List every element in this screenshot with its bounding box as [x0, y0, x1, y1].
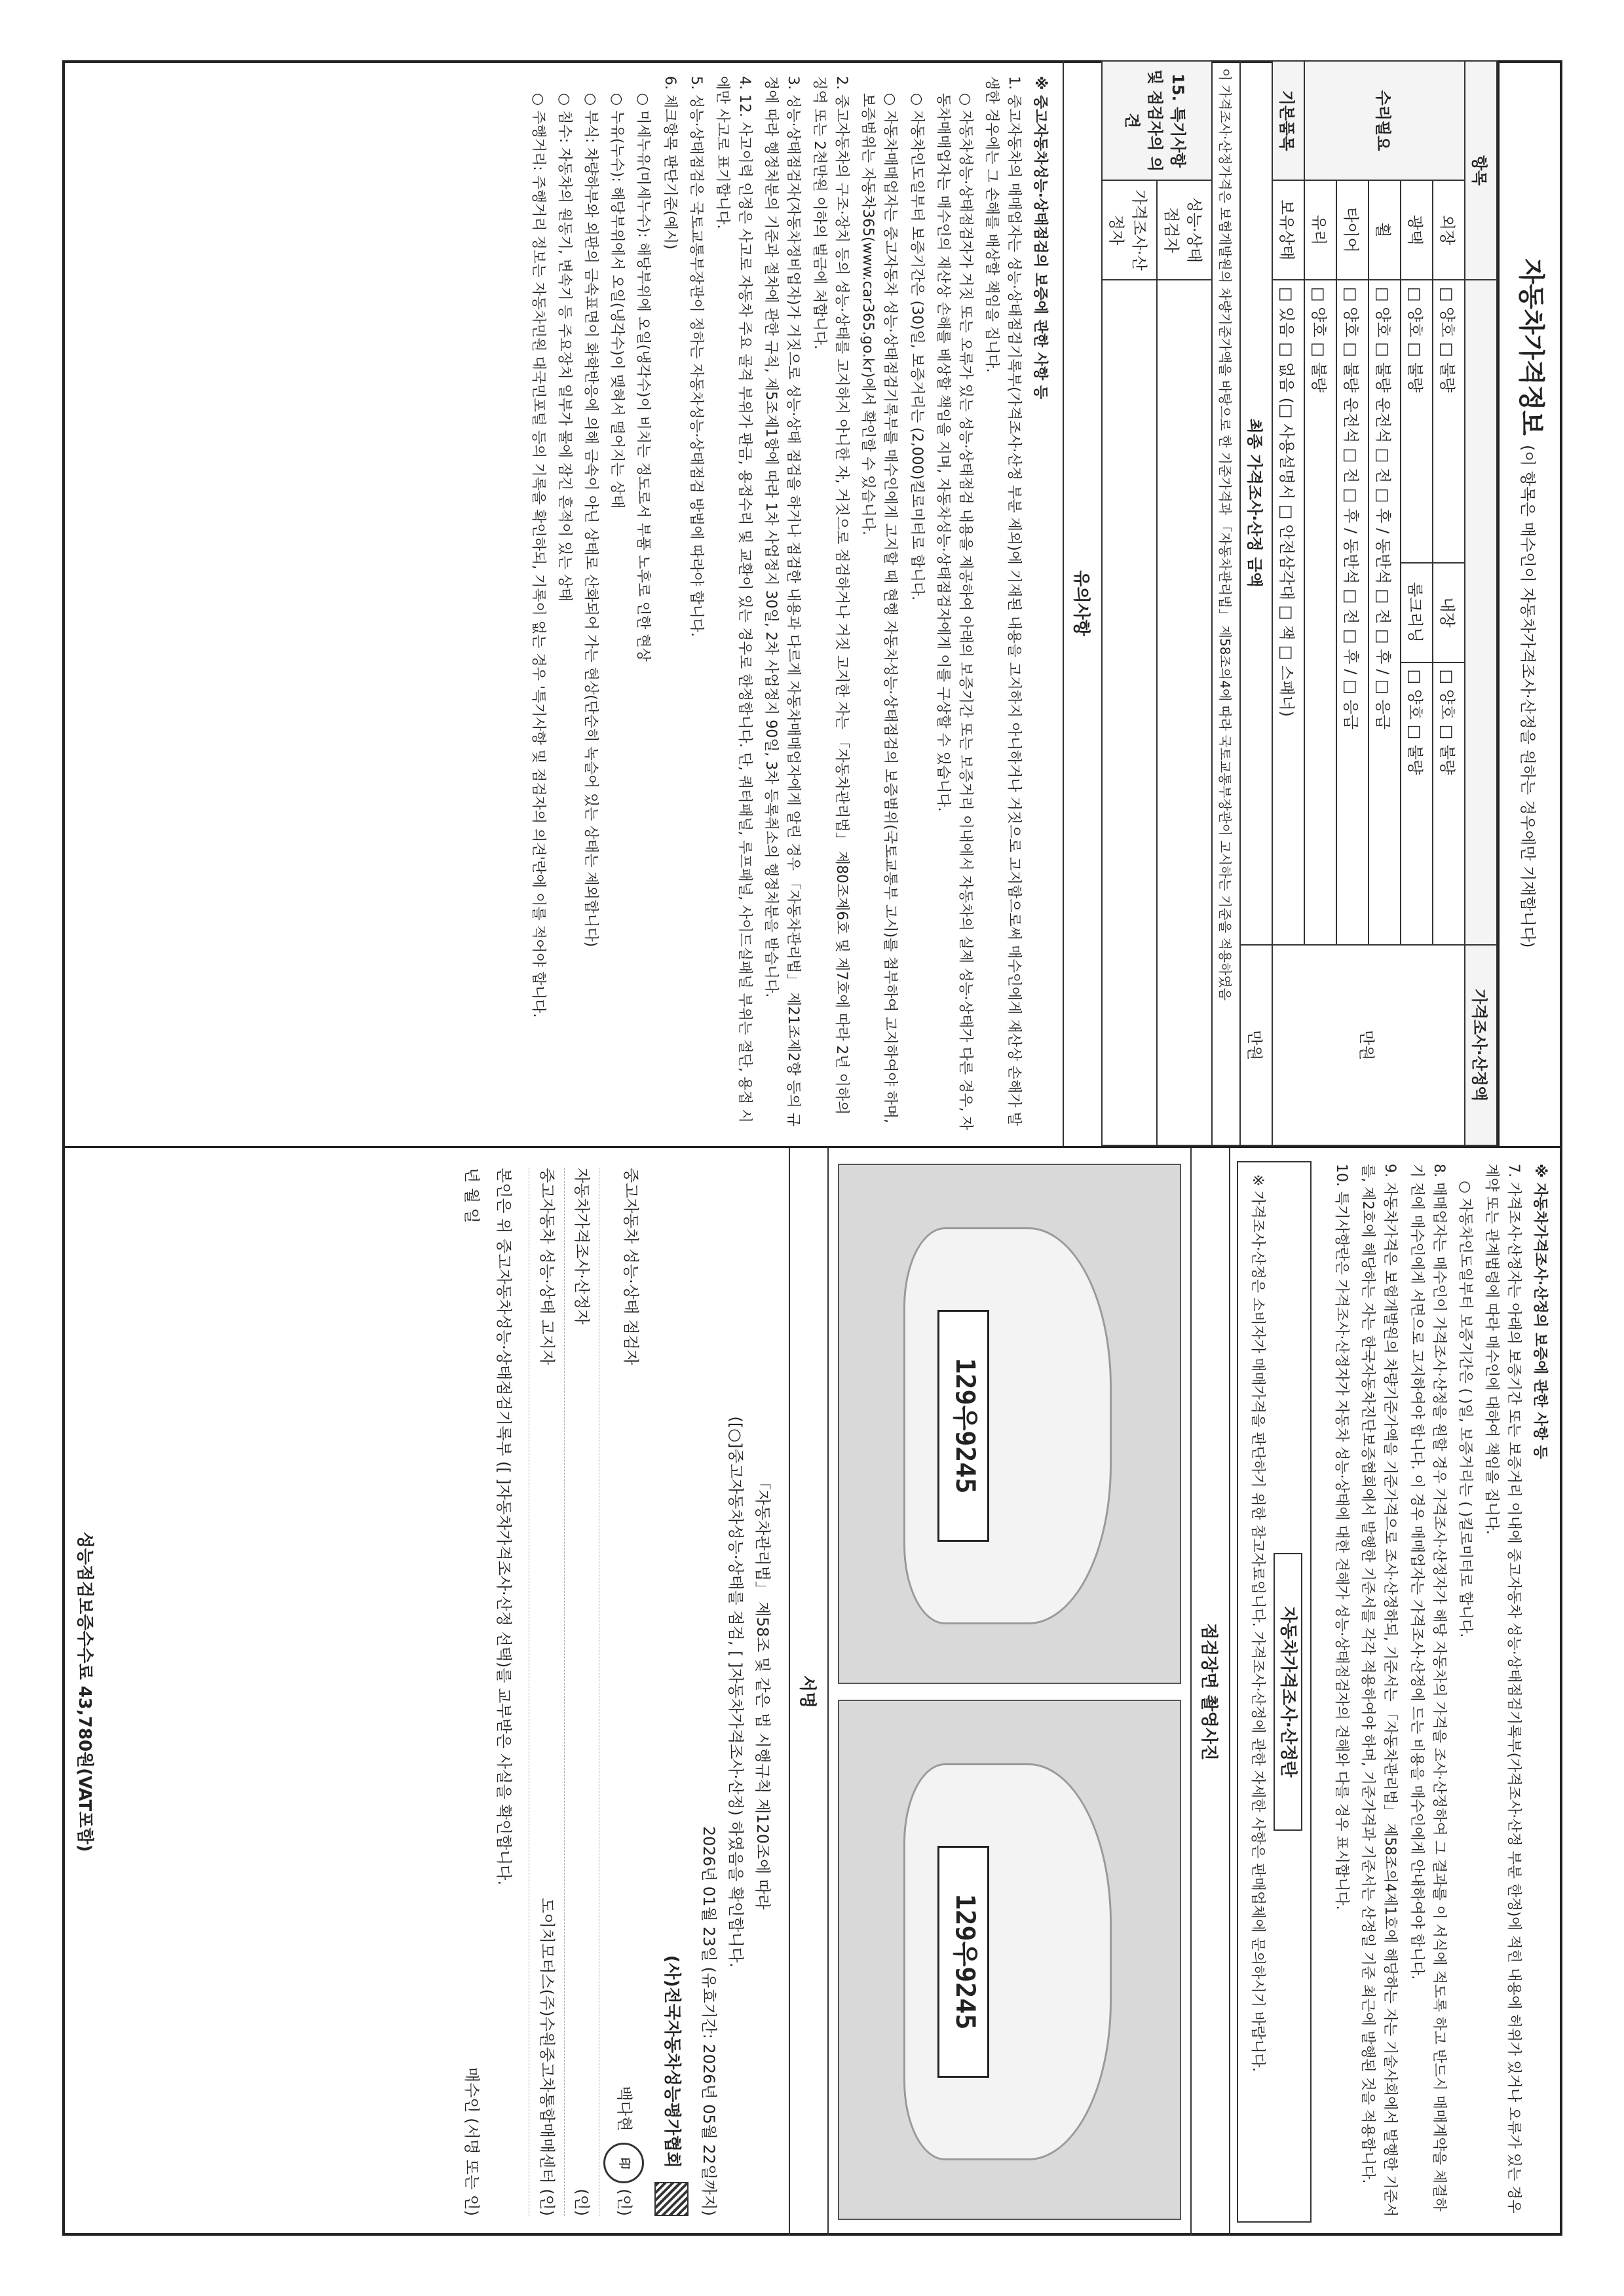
car-rear-shape [903, 1763, 1111, 2160]
table-row [1433, 61, 1465, 1145]
title-text: 자동차가격정보 [1515, 258, 1546, 436]
inspection-report-sheet [62, 60, 1562, 2236]
rear-photo [837, 1700, 1180, 2220]
right-notice-item: 9. 자동차가격은 보험개발원의 차량기준가액을 기준가격으로 조사·산정하되, 기준서는 「자동차관리법」 제58조의4제1호에 해당하는 자는 기술사회에서 발행한 기준서를, 제2호에 해당하는 자는 한국자동차진단보증협회에서 발행한 기준서를 각각 적용하여야 하며, 기준가격과 기준서는 산정일 기준 최근에 발행된 것을 적용합니다. [1359, 1164, 1398, 2217]
sign-date: 2026년 01월 23일 (유효기간: 2026년 05월 22일까지) [699, 1826, 718, 2216]
receipt-date[interactable]: 년 월 일 [462, 1168, 481, 1223]
row-status[interactable]: □ 양호 □ 불량 운전석 □ 전 □ 후 / 동반석 □ 전 □ 후 / □ 응급 [1369, 280, 1401, 945]
special-notes-inspector-input[interactable] [1157, 280, 1212, 1145]
table-row [1157, 61, 1212, 1145]
row-status[interactable]: □ 양호 □ 불량 [1433, 280, 1465, 563]
final-estimate-label [1240, 61, 1272, 945]
notice-list [515, 60, 1063, 1146]
right-column [62, 1148, 1562, 2236]
signer-mark: (인) [572, 2189, 591, 2216]
right-notice-item: 8. 매매업자는 매수인이 가격조사·산정을 원할 경우 가격조사·산정자가 해당 자동차의 가격을 조사·산정하여 그 결과를 이 서식에 적도록 하고 반드시 매매계약을 체결하기 전에 매수인에게 서면으로 고지하여야 합니다. 이 경우 매매업자는 가격조사·산정에 드는 비용을 매수인에게 안내하여야 합니다. [1408, 1164, 1447, 2211]
estimate-note: 이 가격조사·산정가격은 보험개발원의 차량기준가액을 바탕으로 한 기준가격과 「자동차관리법」 제58조의4에 따라 국토교통부장관이 고시하는 기준을 적용하였음 [1212, 61, 1240, 1145]
right-notice-list [1318, 1148, 1562, 2236]
special-notes-appraiser-input[interactable] [1102, 280, 1157, 1145]
photo-row [828, 1148, 1190, 2236]
signer-role: 중고자동차 성능·상태 점검자 [621, 1168, 640, 1366]
row-part-label: 광택 [1401, 180, 1433, 280]
price-box [1236, 1161, 1311, 2223]
row-right-label: 룸크리닝 [1401, 563, 1433, 662]
signer-mark: (인) [614, 2189, 633, 2216]
signer-name[interactable]: 도이치모터스(주)수원중고차통합매매센터 [537, 1898, 556, 2184]
row-status[interactable]: □ 양호 □ 불량 [1401, 280, 1433, 563]
receipt-line [458, 1168, 485, 2216]
row-part-label: 외장 [1433, 180, 1465, 280]
notice-item: 2. 중고자동차의 구조·장치 등의 성능·상태를 고지하지 아니한 자, 거짓으로 점검하거나 거짓 고지한 자는 「자동차관리법」 제80조제6호 및 제7호에 따라 2년 이하의 징역 또는 2천만원 이하의 벌금에 처합니다. [810, 76, 850, 1115]
signer-row [599, 1168, 648, 2216]
notice-item: ○ 자동차인도일부터 보증기간은 (30)일, 보증거리는 (2,000)킬로미터로 합니다. [908, 93, 925, 601]
row-status[interactable]: □ 양호 □ 불량 운전석 □ 전 □ 후 / 동반석 □ 전 □ 후 / □ 응급 [1336, 280, 1369, 945]
right-notice-item: 10. 특기사항란은 가격조사·산정자가 자동차 성능·상태에 대한 견해가 성능·상태점검자의 견해와 다를 경우 표시합니다. [1332, 1164, 1350, 1910]
row-group-basic: 기본품목 [1272, 61, 1304, 180]
front-photo [837, 1164, 1180, 1684]
price-unit: 만원 [1357, 1029, 1376, 1061]
special-notes-label: 15. 특기사항 및 점검자의 의견 [1102, 61, 1212, 180]
org-name: (사)전국자동차성능평가협회 [662, 1955, 682, 2168]
notice-item: 4. 12. 사고이력 인정은 사고로 자동차 주요 골격 부위가 판금, 용접수리 및 교환이 있는 경우로 한정합니다. 단, 쿼터패널, 루프패널, 사이드실패널 부위는 절단, 용접 시에만 사고로 표기합니다. [713, 76, 753, 1123]
buyer-sign[interactable]: (서명 또는 인) [462, 2118, 481, 2216]
notice-item: 1. 중고자동차의 매매업자는 성능·상태점검기록부(가격조사·산정 부분 제외)에 기재된 내용을 고지하지 아니하거나 거짓으로 고지함으로써 매수인에게 재산상 손해가 발생한 경우에는 그 손해를 배상할 책임을 집니다. [983, 76, 1022, 1126]
final-estimate-unit[interactable]: 만원 [1240, 945, 1272, 1145]
notice-item: ○ 부식: 차량하부와 외판의 금속표면이 화학반응에 의해 금속이 아닌 상태로 산화되어 가는 현상(단순히 녹슬어 있는 상태는 제외합니다) [582, 93, 599, 947]
sign-heading: 서명 [788, 1148, 828, 2236]
notice-item: 5. 성능·상태점검은 국토교통부장관이 정하는 자동차성능·상태점검 방법에 따라야 합니다. [687, 76, 704, 637]
final-estimate-text: 최종 가격조사·산정 금액 [1245, 418, 1264, 588]
car-front-shape [903, 1227, 1111, 1624]
license-plate: 129우9245 [937, 1846, 989, 2078]
signer-name[interactable]: 백다현 [614, 2086, 633, 2132]
table-header-price: 가격조사·산정액 [1465, 945, 1497, 1145]
table-row [1102, 61, 1157, 1145]
notice-item: 6. 체크항목 판단기준(예시) [661, 76, 678, 250]
special-sub-inspector: 성능·상태 점검자 [1157, 180, 1212, 280]
row-right-label: 내장 [1433, 563, 1465, 662]
table-row [1212, 61, 1240, 1145]
notice-item: 3. 성능·상태점검자(자동차정비업자)가 거짓으로 성능·상태 점검을 하거나 점검한 내용과 다르게 자동차매매업자에게 알린 경우 「자동차관리법」 제21조제2항 등의 규정에 따라 행정처분의 기준과 절차에 관한 규칙, 제5조제1항에 따라 1차 사업정지 30일, 2차 사업정지 90일, 3차 등록취소의 행정처분을 받습니다. [762, 76, 801, 1127]
sign-law: 「자동차관리법」 제58조 및 같은 법 시행규칙 제120조에 따라 [753, 1474, 772, 1910]
notice-item: ○ 자동차성능·상태점검자가 거짓 또는 오류가 있는 성능·상태점검 내용을 제공하여 아래의 보증기간 또는 보증거리 이내에서 자동차의 실제 성능·상태가 다른 경우, 자동차매매업자는 매수인의 재산상 손해를 배상할 책임을 지며, 자동차성능·상태점검자에게 이를 구상할 수 있습니다. [934, 93, 973, 1130]
price-box-note: ※ 가격조사·산정은 소비자가 매매가격을 판단하기 위한 참고자료입니다. 가격조사·산정에 관한 자세한 사항은 판매업체에 문의하시기 바랍니다. [1249, 1174, 1266, 2072]
table-header-item-blank [1465, 280, 1497, 945]
row-right-status[interactable]: □ 양호 □ 불량 [1433, 662, 1465, 946]
buyer-label: 매수인 [462, 2067, 481, 2113]
notice-item: ○ 누유(누수): 해당부위에서 오일(냉각수)이 맺혀서 떨어지는 상태 [608, 93, 625, 509]
notice-subtitle: ※ 중고자동차성능·상태점검의 보증에 관한 사항 등 [1031, 76, 1048, 400]
receipt-text: 본인은 위 중고자동차성능·상태점검기록부 ([ ]자동차가격조사·산정 선택)를 교부받은 사실을 확인합니다. [494, 1168, 513, 1886]
right-notice-title: ※ 자동차가격조사·산정의 보증에 관한 사항 등 [1531, 1164, 1548, 1459]
signer-role: 자동차가격조사·산정자 [572, 1168, 591, 1325]
row-status[interactable]: □ 양호 □ 불량 [1304, 280, 1336, 945]
notice-item: ○ 자동차매매업자는 중고자동차 성능·상태점검기록부를 매수인에게 고지할 때 현행 자동차성능·상태점검의 보증범위(국토교통부 고시)를 첨부하여 고지하여야 하며, 보증범위는 자동차365(www.car365.go.kr)에서 확인할 수 있습니다. [859, 93, 898, 1124]
table-row [1240, 61, 1272, 1145]
notice-item: ○ 침수: 자동차의 원동기, 변속기 등 주요장치 일부가 물에 잠긴 흔적이 있는 상태 [556, 93, 573, 602]
notice-item: ○ 미세누유(미세누수): 해당부위에 오일(냉각수)이 비치는 정도로서 부품 노후로 인한 현상 [635, 93, 651, 662]
seal-stamp-icon: 印 [603, 2143, 644, 2183]
row-part-label: 휠 [1369, 180, 1401, 280]
row-status[interactable]: □ 있음 □ 없음 (□ 사용설명서 □ 안전삼각대 □ 잭 □ 스패너) [1272, 280, 1304, 945]
title-note: (이 항목은 매수인이 자동차가격조사·산정을 원하는 경우에만 기재합니다) [1518, 444, 1537, 948]
special-sub-appraiser: 가격조사·산정자 [1102, 180, 1157, 280]
row-right-status[interactable]: □ 양호 □ 불량 [1401, 662, 1433, 946]
table-header-item: 항목 [1465, 61, 1497, 280]
signer-row [563, 1168, 599, 2216]
row-part-label: 타이어 [1336, 180, 1369, 280]
photo-heading: 점검장면 촬영사진 [1190, 1148, 1230, 2236]
notice-item: ○ 주행거리: 주행거리 정보는 자동차민원 대국민포털 등의 기록을 확인하되, 기록이 없는 경우 '특기사항 및 점검자의 의견'란에 이를 적어야 합니다. [529, 93, 546, 1018]
row-group-repair: 수리필요 [1304, 61, 1465, 180]
section-title [1498, 60, 1562, 1146]
signer-role: 중고자동차 성능·상태 고지자 [537, 1168, 556, 1366]
price-box-title: 자동차가격조사·산정란 [1273, 1553, 1302, 1831]
vehicle-price-table [1101, 60, 1498, 1146]
qr-code-icon [654, 2182, 689, 2216]
right-notice-item: ○ 자동차인도일부터 보증기간은 ( )일, 보증거리는 ( )킬로미터로 합니다. [1456, 1181, 1473, 1638]
signer-mark: (인) [537, 2189, 556, 2216]
signer-row [528, 1168, 563, 2216]
fee-text: 성능점검보증수수료 43,780원(VAT포함) [74, 1531, 94, 1852]
sign-block [445, 1148, 789, 2236]
price-unit-cell [1272, 945, 1465, 1145]
right-notice-item: 7. 가격조사·산정자는 아래의 보증기간 또는 보증거리 이내에 중고자동차 성능·상태점검기록부(가격조사·산정 부분 한정)에 적힌 내용에 허위가 있거나 오류가 있는 경우 계약 또는 관계법령에 따라 매수인에 대하여 책임을 집니다. [1482, 1164, 1522, 2213]
license-plate: 129우9245 [937, 1310, 989, 1542]
notice-heading: 유의사항 [1063, 60, 1101, 1146]
row-part-label: 보유상태 [1272, 180, 1304, 280]
row-part-label: 유리 [1304, 180, 1336, 280]
sign-check: ([○]중고자동차성능·상태를 점검, [ ]자동차가격조사·산정) 하였음을 확인합니다. [726, 1416, 745, 1968]
org-line [654, 1168, 689, 2216]
left-column [62, 60, 1562, 1148]
